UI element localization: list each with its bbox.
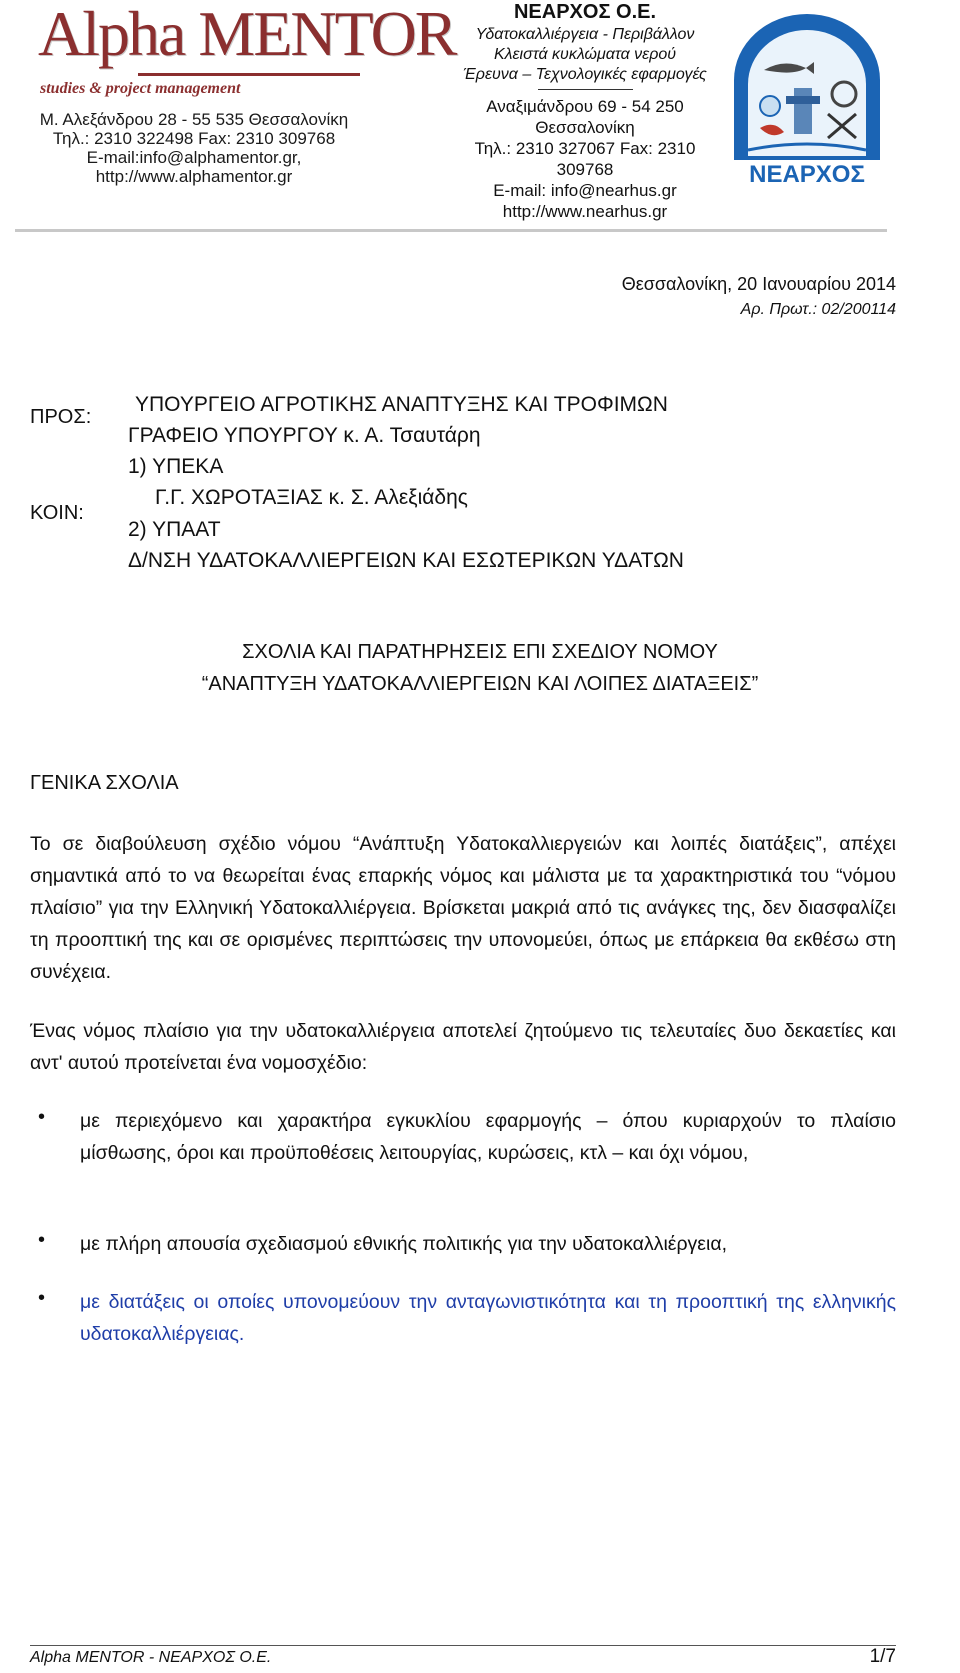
logo-wordmark: Alpha MENTOR — [38, 0, 456, 69]
paragraph-1: Το σε διαβούλευση σχέδιο νόμου “Ανάπτυξη Υδατοκαλλιεργειών και λοιπές διατάξεις”, απέχει σημαντικά από το να θεωρείται ένας επαρκής νόμος και μάλιστα με τα χαρακτηριστικά του “νόμου πλαίσιο” για την Ελληνική Υδατοκαλλιέργεια. Βρίσκεται μακριά από τις ανάγκες της, δεν διασφαλίζει τη προοπτική της και σε ορισμένες περιπτώσεις την υπονομεύει, όπως με επάρκεια θα εκθέσω στη συνέχεια. — [30, 833, 896, 983]
recipient-line-2: ΓΡΑΦΕΙΟ ΥΠΟΥΡΓΟΥ κ. Α. Τσαυτάρη — [128, 424, 481, 447]
nearchos-seal-icon — [724, 10, 890, 188]
bullet-item-2: με πλήρη απουσία σχεδιασμού εθνικής πολιτικής για την υδατοκαλλιέργεια, — [80, 1233, 728, 1255]
left-contact-block — [0, 110, 388, 186]
center-header — [440, 2, 730, 222]
recipient-line-1: ΥΠΟΥΡΓΕΙΟ ΑΓΡΟΤΙΚΗΣ ΑΝΑΠΤΥΞΗΣ ΚΑΙ ΤΡΟΦΙΜΩΝ — [135, 393, 668, 416]
bullet-marker-3: • — [38, 1287, 46, 1309]
bullet-item-3: με διατάξεις οι οποίες υπονομεύουν την ανταγωνιστικότητα και τη προοπτική της ελληνικής υδατοκαλλιέργειας. — [80, 1291, 896, 1345]
center-address-1: Αναξιμάνδρου 69 - 54 250 — [486, 97, 684, 116]
left-website: http://www.alphamentor.gr — [95, 167, 293, 186]
center-address-2: Θεσσαλονίκη — [535, 118, 635, 137]
center-divider — [538, 89, 633, 90]
bullet-marker-1: • — [38, 1106, 46, 1128]
seal-name: ΝΕΑΡΧΟΣ — [749, 161, 865, 188]
bullet-marker-2: • — [38, 1229, 46, 1251]
document-title-1: ΣΧΟΛΙΑ ΚΑΙ ΠΑΡΑΤΗΡΗΣΕΙΣ ΕΠΙ ΣΧΕΔΙΟΥ ΝΟΜΟΥ — [242, 641, 718, 663]
to-label: ΠΡΟΣ: — [30, 406, 92, 428]
recipient-line-4: Γ.Γ. ΧΩΡΟΤΑΞΙΑΣ κ. Σ. Αλεξιάδης — [155, 486, 468, 509]
paragraph-2: Ένας νόμος πλαίσιο για την υδατοκαλλιέργεια αποτελεί ζητούμενο τις τελευταίες δυο δεκαετίες και αντ' αυτού προτείνεται ένα νομοσχέδιο: — [30, 1020, 896, 1074]
cc-label: ΚΟΙΝ: — [30, 502, 84, 524]
center-phone-1: Τηλ.: 2310 327067 Fax: 2310 — [474, 139, 696, 158]
section-heading: ΓΕΝΙΚΑ ΣΧΟΛΙΑ — [30, 772, 179, 794]
tagline-1: Υδατοκαλλιέργεια - Περιβάλλον — [475, 26, 695, 43]
logo-rule — [138, 73, 360, 76]
logo-subtitle: studies & project management — [40, 80, 241, 97]
bullet-item-1: με περιεχόμενο και χαρακτήρα εγκυκλίου εφαρμογής – όπου κυριαρχούν το πλαίσιο μίσθωσης, όροι και προϋποθέσεις λειτουργίας, κυρώσεις, κτλ – και όχι νόμου, — [80, 1110, 896, 1164]
footer-divider — [30, 1645, 896, 1646]
recipient-line-5: 2) ΥΠΑΑΤ — [128, 518, 221, 541]
left-email: E-mail:info@alphamentor.gr, — [86, 148, 302, 167]
page-number: 1/7 — [869, 1646, 896, 1667]
protocol-number: Αρ. Πρωτ.: 02/200114 — [740, 301, 896, 318]
center-phone-2: 309768 — [556, 160, 614, 179]
tagline-3: Έρευνα – Τεχνολογικές εφαρμογές — [463, 66, 707, 83]
recipient-line-3: 1) ΥΠΕΚΑ — [128, 455, 224, 478]
left-phone: Τηλ.: 2310 322498 Fax: 2310 309768 — [52, 129, 336, 148]
recipient-line-6: Δ/ΝΣΗ ΥΔΑΤΟΚΑΛΛΙΕΡΓΕΙΩΝ ΚΑΙ ΕΣΩΤΕΡΙΚΩΝ ΥΔΑΤΩΝ — [128, 549, 684, 572]
company-name: ΝΕΑΡΧΟΣ Ο.Ε. — [513, 1, 657, 23]
center-email: E-mail: info@nearhus.gr — [493, 181, 677, 200]
center-website: http://www.nearhus.gr — [502, 202, 668, 221]
alpha-mentor-logo — [38, 0, 456, 102]
left-address: Μ. Αλεξάνδρου 28 - 55 535 Θεσσαλονίκη — [39, 110, 349, 129]
header-divider — [15, 229, 887, 232]
tagline-2: Κλειστά κυκλώματα νερού — [493, 46, 677, 63]
footer-left: Alpha MENTOR - ΝΕΑΡΧΟΣ Ο.Ε. — [30, 1649, 272, 1666]
nearchos-logo — [724, 10, 890, 188]
document-title-2: “ΑΝΑΠΤΥΞΗ ΥΔΑΤΟΚΑΛΛΙΕΡΓΕΙΩΝ ΚΑΙ ΛΟΙΠΕΣ ΔΙΑΤΑΞΕΙΣ” — [201, 673, 759, 695]
dateline: Θεσσαλονίκη, 20 Ιανουαρίου 2014 — [621, 274, 896, 294]
